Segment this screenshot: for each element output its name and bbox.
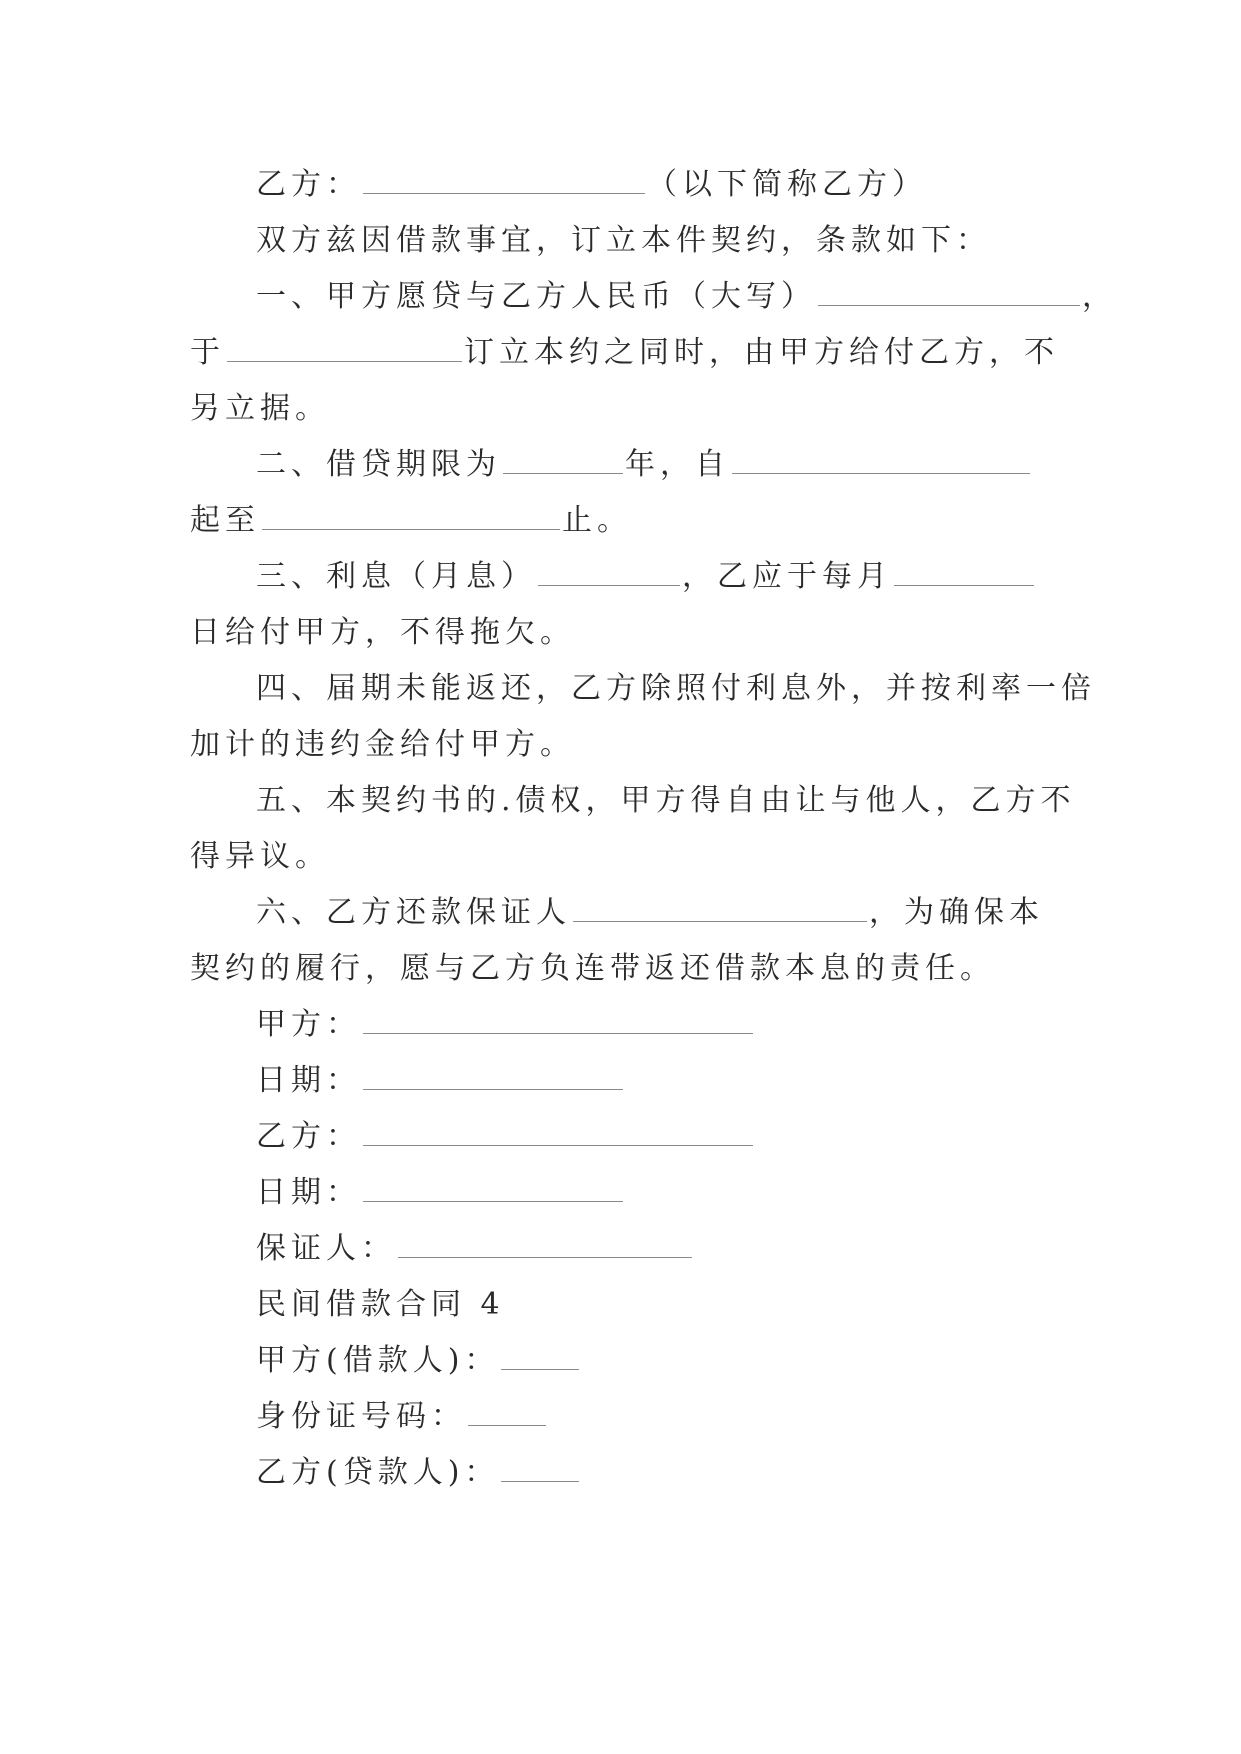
clause-3-text-a: 三、利息（月息） xyxy=(256,559,536,594)
clause-1-line-2 xyxy=(190,333,1059,373)
signature-date-2-label: 日期： xyxy=(256,1175,361,1210)
clause-4-line-2: 加计的违约金给付甲方。 xyxy=(190,727,575,762)
clause-5-line-1: 五、本契约书的.债权，甲方得自由让与他人，乙方不 xyxy=(256,783,1076,818)
signature-party-a-label: 甲方： xyxy=(256,1007,361,1042)
party-b-name-blank[interactable] xyxy=(363,165,645,194)
clause-6-text-b: ，为确保本 xyxy=(869,895,1044,930)
clause-3-line-2: 日给付甲方，不得拖欠。 xyxy=(190,615,575,650)
contract-4-id-number xyxy=(256,1397,548,1437)
signature-guarantor xyxy=(256,1229,694,1269)
guarantor-name-blank[interactable] xyxy=(573,893,867,922)
payment-day-blank[interactable] xyxy=(894,557,1034,586)
contract-4-party-a-blank[interactable] xyxy=(501,1341,579,1370)
signature-guarantor-label: 保证人： xyxy=(256,1231,396,1266)
signature-date-2 xyxy=(256,1173,625,1213)
clause-3-line-1 xyxy=(256,557,1036,597)
contract-4-party-b xyxy=(256,1453,581,1493)
loan-term-years-blank[interactable] xyxy=(503,445,623,474)
clause-1-text-d: 订立本约之同时，由甲方给付乙方，不 xyxy=(464,335,1059,370)
clause-5-line-2: 得异议。 xyxy=(190,839,330,874)
clause-2-text-a: 二、借贷期限为 xyxy=(256,447,501,482)
party-b-intro-line xyxy=(256,165,927,205)
signature-party-b-label: 乙方： xyxy=(256,1119,361,1154)
clause-2-text-c: 起至 xyxy=(190,503,260,538)
signature-date-1 xyxy=(256,1061,625,1101)
signature-date-2-blank[interactable] xyxy=(363,1173,623,1202)
signature-party-a xyxy=(256,1005,755,1045)
clause-1-text-b: ， xyxy=(1082,279,1117,314)
party-b-label: 乙方： xyxy=(256,167,361,202)
party-b-note: （以下简称乙方） xyxy=(647,167,927,202)
loan-date-blank[interactable] xyxy=(227,333,462,362)
clause-6-text-a: 六、乙方还款保证人 xyxy=(256,895,571,930)
loan-amount-blank[interactable] xyxy=(818,277,1080,306)
signature-guarantor-blank[interactable] xyxy=(398,1229,692,1258)
clause-4-line-1: 四、届期未能返还，乙方除照付利息外，并按利率一倍 xyxy=(256,671,1096,706)
contract-4-id-number-label: 身份证号码： xyxy=(256,1399,466,1434)
contract-4-party-a-label: 甲方(借款人)： xyxy=(256,1343,500,1378)
clause-1-line-3: 另立据。 xyxy=(190,391,330,426)
clause-3-text-b: ，乙应于每月 xyxy=(682,559,892,594)
contract-4-title: 民间借款合同 4 xyxy=(256,1287,505,1322)
clause-2-text-b: 年，自 xyxy=(625,447,730,482)
contract-4-party-b-label: 乙方(贷款人)： xyxy=(256,1455,500,1490)
signature-party-a-blank[interactable] xyxy=(363,1005,753,1034)
signature-party-b-blank[interactable] xyxy=(363,1117,753,1146)
clause-2-line-2 xyxy=(190,501,632,541)
signature-date-1-blank[interactable] xyxy=(363,1061,623,1090)
clause-2-line-1 xyxy=(256,445,1032,485)
clause-2-text-d: 止。 xyxy=(562,503,632,538)
loan-end-date-blank[interactable] xyxy=(262,501,560,530)
signature-party-b xyxy=(256,1117,755,1157)
loan-start-date-blank[interactable] xyxy=(732,445,1030,474)
clause-6-line-1 xyxy=(256,893,1044,933)
signature-date-1-label: 日期： xyxy=(256,1063,361,1098)
monthly-interest-blank[interactable] xyxy=(538,557,680,586)
contract-4-party-a xyxy=(256,1341,581,1381)
preamble: 双方兹因借款事宜，订立本件契约，条款如下： xyxy=(256,223,991,258)
contract-4-id-number-blank[interactable] xyxy=(468,1397,546,1426)
clause-1-line-1 xyxy=(256,277,1117,317)
contract-4-party-b-blank[interactable] xyxy=(501,1453,579,1482)
clause-6-line-2: 契约的履行，愿与乙方负连带返还借款本息的责任。 xyxy=(190,951,995,986)
clause-1-text-c: 于 xyxy=(190,335,225,370)
clause-1-text-a: 一、甲方愿贷与乙方人民币（大写） xyxy=(256,279,816,314)
